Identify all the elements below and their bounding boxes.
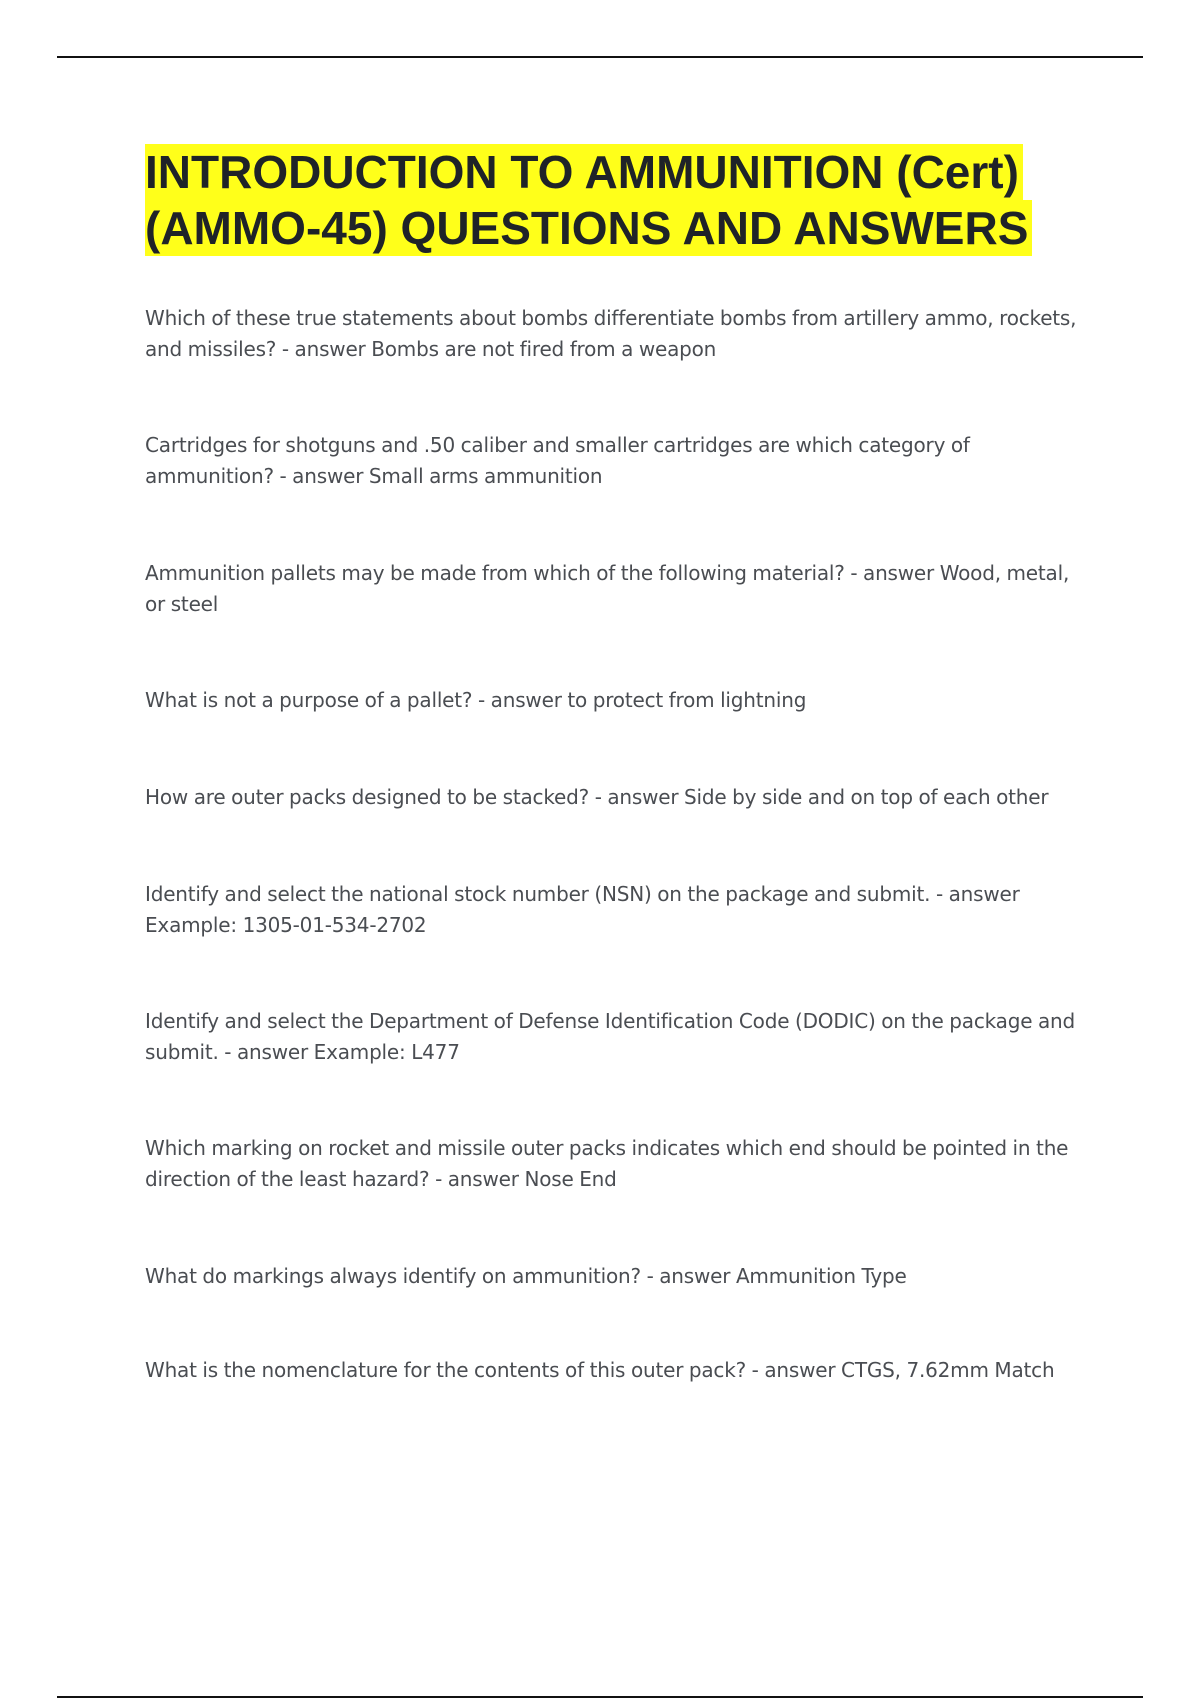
qa-item-1: Which of these true statements about bombs differentiate bombs from artillery ammo, rockets, and missiles? - answer Bombs are not fired from a weapon (145, 306, 1077, 361)
title-line-2: (AMMO-45) QUESTIONS AND ANSWERS (145, 200, 1032, 256)
qa-item-8: Which marking on rocket and missile outer packs indicates which end should be pointed in the direction of the least hazard? - answer Nose End (145, 1136, 1069, 1191)
qa-item-10: What is the nomenclature for the contents of this outer pack? - answer CTGS, 7.62mm Match (145, 1358, 1055, 1382)
title-line-1: INTRODUCTION TO AMMUNITION (Cert) (145, 144, 1023, 200)
qa-item-5: How are outer packs designed to be stacked? - answer Side by side and on top of each other (145, 785, 1049, 809)
qa-item-7: Identify and select the Department of Defense Identification Code (DODIC) on the package and submit. - answer Example: L477 (145, 1009, 1076, 1064)
page-title (145, 144, 1090, 256)
qa-item-4: What is not a purpose of a pallet? - answer to protect from lightning (145, 688, 807, 712)
top-rule (57, 56, 1143, 58)
bottom-rule (57, 1696, 1143, 1698)
qa-item-2: Cartridges for shotguns and .50 caliber and smaller cartridges are which category of ammunition? - answer Small arms ammunition (145, 433, 970, 488)
qa-item-3: Ammunition pallets may be made from which of the following material? - answer Wood, metal, or steel (145, 561, 1070, 616)
qa-item-9: What do markings always identify on ammunition? - answer Ammunition Type (145, 1264, 907, 1288)
qa-item-6: Identify and select the national stock number (NSN) on the package and submit. - answer Example: 1305-01-534-2702 (145, 882, 1020, 937)
